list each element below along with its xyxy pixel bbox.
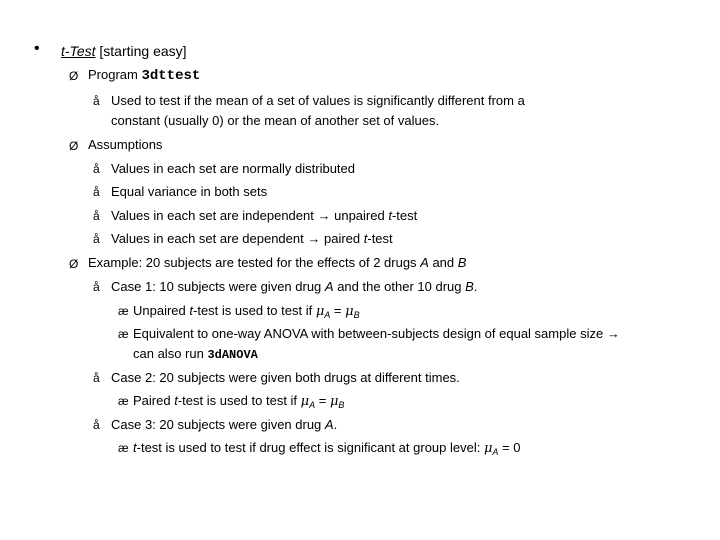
assumption-bullet-icon: å bbox=[93, 185, 100, 199]
assumption-result-pre: unpaired bbox=[334, 208, 389, 223]
case2-sub1-line bbox=[133, 390, 344, 416]
title-note: [starting easy] bbox=[99, 43, 187, 59]
program-desc-bullet-icon: å bbox=[93, 94, 100, 108]
assumption-result-post: -test bbox=[367, 231, 393, 246]
case3-sub1-t: t bbox=[133, 440, 137, 455]
case3-sub1-post: -test is used to test if drug effect is significant at group level: bbox=[136, 440, 484, 455]
assumption-item bbox=[111, 205, 417, 227]
mu-symbol: μ bbox=[345, 304, 354, 319]
case1-sub1-t: t bbox=[189, 303, 193, 318]
case2-bullet-icon: å bbox=[93, 371, 100, 385]
program-desc-line1: Used to test if the mean of a set of values is significantly different from a bbox=[111, 93, 525, 108]
assumption-bullet-icon: å bbox=[93, 162, 100, 176]
program-line bbox=[88, 64, 200, 87]
assumption-item bbox=[111, 228, 393, 250]
case1-end: . bbox=[473, 279, 478, 294]
case1-drug-b: B bbox=[465, 279, 474, 294]
subscript-a: A bbox=[309, 400, 316, 410]
case3-pre: Case 3: 20 subjects were given drug bbox=[111, 417, 325, 432]
case2-sub1-post: -test is used to test if bbox=[177, 393, 301, 408]
assumption-result-t: t bbox=[363, 231, 368, 246]
mu-symbol: μ bbox=[315, 304, 325, 319]
example-bullet-icon: Ø bbox=[69, 257, 79, 271]
case3-line bbox=[111, 414, 337, 436]
subscript-a: A bbox=[492, 447, 499, 457]
example-pre: Example: 20 subjects are tested for the effects of 2 drugs bbox=[88, 255, 421, 270]
subscript-a: A bbox=[324, 310, 331, 320]
assumption-bullet-icon: å bbox=[93, 232, 100, 246]
assumption-item: Equal variance in both sets bbox=[111, 184, 268, 199]
case1-sub2-line1 bbox=[133, 323, 620, 345]
case1-line bbox=[111, 276, 477, 298]
title-line bbox=[61, 40, 187, 62]
assumption-bullet-icon: å bbox=[93, 209, 100, 223]
example-drug-a: A bbox=[420, 255, 429, 270]
case3-drug-a: A bbox=[324, 417, 334, 432]
subscript-b: B bbox=[338, 400, 345, 410]
equals-zero: = 0 bbox=[498, 440, 521, 455]
mu-symbol: μ bbox=[329, 394, 339, 409]
arrow-right-icon: → bbox=[606, 326, 620, 341]
program-label: Program bbox=[88, 67, 142, 82]
case3-bullet-icon: å bbox=[93, 418, 100, 432]
case1-sub1-post: -test is used to test if bbox=[193, 303, 316, 318]
case3-sub1-line bbox=[133, 437, 520, 463]
program-bullet-icon: Ø bbox=[69, 69, 79, 83]
assumption-text: Values in each set are independent bbox=[111, 208, 314, 223]
assumption-result-pre: paired bbox=[323, 231, 364, 246]
arrow-right-icon: → bbox=[317, 208, 331, 223]
case3-sub-bullet-icon: æ bbox=[118, 441, 129, 455]
assumption-result-post: -test bbox=[391, 208, 418, 223]
assumption-item: Values in each set are normally distributed bbox=[111, 161, 355, 176]
assumptions-label: Assumptions bbox=[88, 137, 163, 152]
case1-sub2-line2-pre: can also run bbox=[133, 346, 208, 361]
equals: = bbox=[330, 303, 346, 318]
title-bullet-icon: • bbox=[34, 40, 40, 57]
case1-mid: and the other 10 drug bbox=[333, 279, 466, 294]
program-3danova: 3dANOVA bbox=[207, 348, 258, 362]
case2-sub1-t: t bbox=[174, 393, 178, 408]
program-name: 3dttest bbox=[141, 68, 201, 84]
case2-sub-bullet-icon: æ bbox=[118, 394, 129, 408]
example-line bbox=[88, 252, 466, 274]
case1-sub-bullet-icon: æ bbox=[118, 327, 129, 341]
mu-symbol: μ bbox=[483, 441, 493, 456]
example-mid: and bbox=[428, 255, 458, 270]
assumption-result-t: t bbox=[388, 208, 392, 223]
case1-drug-a: A bbox=[324, 279, 334, 294]
title-term: t-Test bbox=[61, 43, 96, 59]
case2-line: Case 2: 20 subjects were given both drugs at different times. bbox=[111, 370, 460, 385]
assumption-text: Values in each set are dependent bbox=[111, 231, 304, 246]
subscript-b: B bbox=[353, 310, 360, 320]
equals: = bbox=[315, 393, 330, 408]
case1-pre: Case 1: 10 subjects were given drug bbox=[111, 279, 325, 294]
case3-end: . bbox=[333, 417, 338, 432]
program-desc-line2: constant (usually 0) or the mean of another set of values. bbox=[111, 113, 440, 128]
case1-bullet-icon: å bbox=[93, 280, 100, 294]
arrow-right-icon: → bbox=[307, 231, 321, 246]
assumptions-bullet-icon: Ø bbox=[69, 139, 79, 153]
case2-sub1-pre: Paired bbox=[133, 393, 175, 408]
case1-sub1-pre: Unpaired bbox=[133, 303, 190, 318]
mu-symbol: μ bbox=[300, 394, 310, 409]
case1-sub-bullet-icon: æ bbox=[118, 304, 129, 318]
case1-sub2-line2 bbox=[133, 343, 258, 366]
case1-sub2-text: Equivalent to one-way ANOVA with between-subjects design of equal sample size bbox=[133, 326, 604, 341]
example-drug-b: B bbox=[457, 255, 467, 270]
